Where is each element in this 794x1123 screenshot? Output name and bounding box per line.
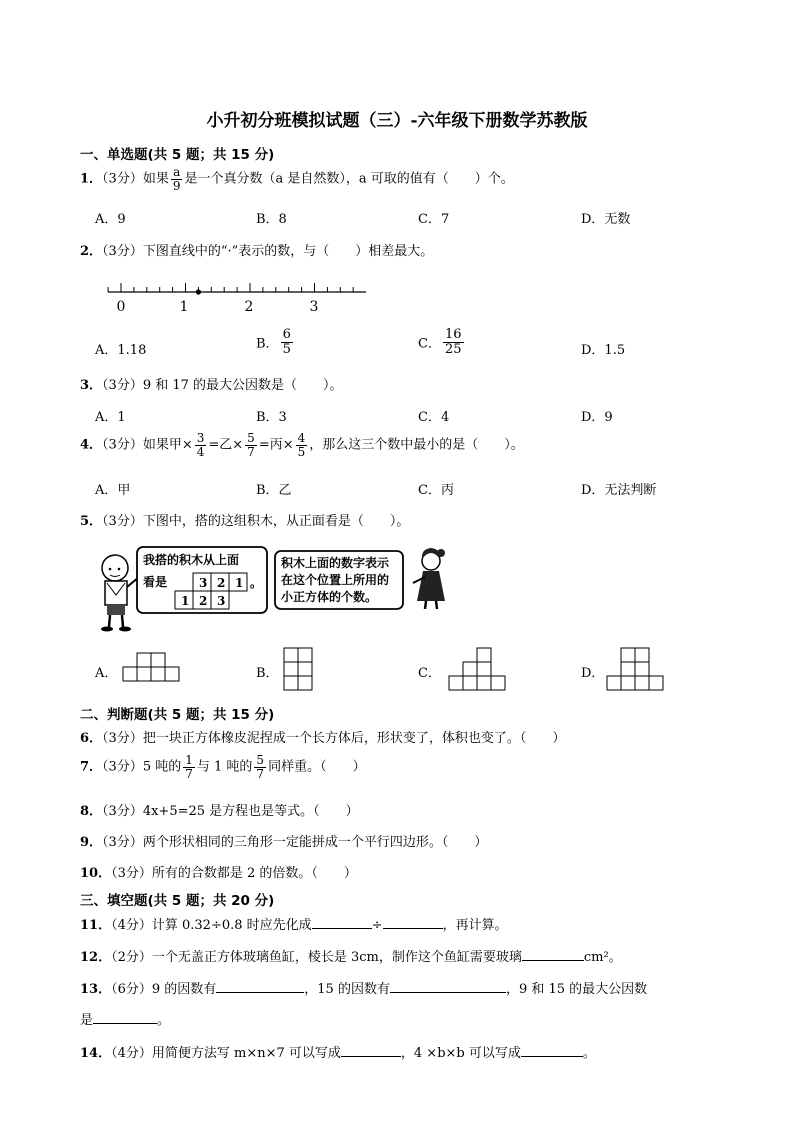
question-13: 13．（6分）9 的因数有 ，15 的因数有 ，9 和 15 的最大公因数 xyxy=(80,982,648,997)
question-6 xyxy=(80,727,565,746)
question-number: 7． xyxy=(80,759,103,775)
fraction: $\frac{1}{7}$ xyxy=(185,753,193,781)
question-number: 13． xyxy=(80,982,112,997)
option-a-figure xyxy=(122,652,184,682)
bubble-text: 看是 xyxy=(143,575,168,589)
question-10 xyxy=(80,862,357,881)
fraction: $\frac{4}{5}$ xyxy=(297,431,306,459)
question-score: （4分） xyxy=(111,1046,152,1061)
question-4: 4．（3分）如果甲× $\frac{3}{4}$ =乙× $\frac{5}{7}$ =丙× $\frac{4}{5}$ ，那么这三个数中最小的是（ ）。 xyxy=(80,431,524,459)
question-8 xyxy=(80,800,359,819)
fraction: $\frac{5}{7}$ xyxy=(256,753,265,781)
tick-label: 2 xyxy=(244,299,254,314)
option-c[interactable]: C． xyxy=(418,666,441,681)
section-heading-true-false: 二、判断题(共 5 题；共 15 分) xyxy=(80,707,275,723)
tick-label: 1 xyxy=(179,299,189,314)
bubble-text: 小正方体的个数。 xyxy=(281,590,378,604)
question-number: 3． xyxy=(80,378,103,393)
bubble-text: 我搭的积木从上面 xyxy=(143,553,240,567)
fraction: $\frac{16}{25}$ xyxy=(444,327,462,357)
answer-blank[interactable] xyxy=(390,980,506,993)
question-number: 12． xyxy=(80,950,112,965)
question-9 xyxy=(80,831,487,850)
question-score: （3分） xyxy=(102,804,143,819)
option-c[interactable]: C． $\frac{16}{25}$ xyxy=(418,327,462,357)
svg-text:1: 1 xyxy=(235,576,244,590)
fraction: $\frac{6}{5}$ xyxy=(282,327,291,357)
option-b[interactable]: B．8 xyxy=(256,212,287,227)
section-heading-single-choice: 一、单选题(共 5 题；共 15 分) xyxy=(80,147,275,163)
question-2 xyxy=(80,240,433,259)
answer-blank[interactable] xyxy=(521,1044,583,1057)
question-3 xyxy=(80,374,343,393)
svg-text:1: 1 xyxy=(181,594,190,608)
tick-label: 3 xyxy=(309,299,319,314)
answer-blank[interactable] xyxy=(341,1044,401,1057)
option-b-figure xyxy=(283,647,315,693)
option-c[interactable]: C．4 xyxy=(418,410,450,425)
svg-text:。: 。 xyxy=(250,576,263,590)
svg-text:2: 2 xyxy=(217,576,226,590)
question-5 xyxy=(80,510,409,529)
answer-blank[interactable] xyxy=(522,948,584,961)
question-number: 5． xyxy=(80,514,103,529)
question-number: 9． xyxy=(80,835,103,850)
question-score: （3分） xyxy=(102,759,143,775)
option-d[interactable]: D．9 xyxy=(581,410,613,425)
question-text: 下图直线中的“·”表示的数，与（ ）相差最大。 xyxy=(142,244,434,259)
option-b[interactable]: B．3 xyxy=(256,410,287,425)
question-13-line2: 是 。 xyxy=(80,1013,171,1028)
option-d[interactable]: D．无法判断 xyxy=(581,483,657,498)
question-number: 10． xyxy=(80,866,112,881)
option-b[interactable]: B． xyxy=(256,666,279,681)
question-1 xyxy=(80,166,514,192)
page-title: 小升初分班模拟试题（三）-六年级下册数学苏教版 xyxy=(206,111,588,131)
question-score: （6分） xyxy=(111,982,152,997)
option-a[interactable]: A．1.18 xyxy=(95,343,147,358)
svg-text:3: 3 xyxy=(217,594,226,608)
question-text: 如果甲× xyxy=(142,437,193,453)
section-heading-fill-in: 三、填空题(共 5 题；共 20 分) xyxy=(80,893,275,909)
answer-blank[interactable] xyxy=(216,980,304,993)
svg-text:3: 3 xyxy=(199,576,208,590)
question-score: （3分） xyxy=(102,835,143,850)
option-d[interactable]: D． xyxy=(581,666,605,681)
fraction: $\frac{3}{4}$ xyxy=(196,431,205,459)
girl-figure xyxy=(413,548,445,609)
question-score: （2分） xyxy=(111,950,152,965)
question-text: 所有的合数都是 2 的倍数。（ ） xyxy=(151,866,357,881)
question-text: 两个形状相同的三角形一定能拼成一个平行四边形。（ ） xyxy=(142,835,488,850)
question-number: 4． xyxy=(80,437,103,453)
option-a[interactable]: A．1 xyxy=(95,410,126,425)
option-d[interactable]: D．无数 xyxy=(581,212,631,227)
boy-figure xyxy=(101,554,139,631)
question-11: 11．（4分）计算 0.32÷0.8 时应先化成 ÷ ，再计算。 xyxy=(80,918,508,933)
option-c[interactable]: C．丙 xyxy=(418,483,454,498)
question-score: （3分） xyxy=(102,378,143,393)
building-blocks-illustration xyxy=(95,543,455,633)
question-score: （3分） xyxy=(111,866,152,881)
option-a[interactable]: A．甲 xyxy=(95,483,131,498)
tick-label: 0 xyxy=(116,299,126,314)
option-a[interactable]: A．9 xyxy=(95,212,126,227)
fraction: $\frac{5}{7}$ xyxy=(247,431,255,459)
question-text: 4x+5=25 是方程也是等式。（ ） xyxy=(142,804,359,819)
question-12: 12．（2分）一个无盖正方体玻璃鱼缸，棱长是 3cm，制作这个鱼缸需要玻璃 cm²。 xyxy=(80,950,622,965)
option-d[interactable]: D．1.5 xyxy=(581,343,626,358)
option-b[interactable]: B．乙 xyxy=(256,483,292,498)
question-text: 9 和 17 的最大公因数是（ ）。 xyxy=(142,378,343,393)
answer-blank[interactable] xyxy=(93,1011,157,1024)
bubble-text: 积木上面的数字表示 xyxy=(281,556,390,570)
answer-blank[interactable] xyxy=(312,916,372,929)
question-number: 11． xyxy=(80,918,112,933)
question-number: 8． xyxy=(80,804,103,819)
question-text: 是一个真分数（a 是自然数），a 可取的值有（ ）个。 xyxy=(184,171,514,187)
question-text: 把一块正方体橡皮泥捏成一个长方体后，形状变了，体积也变了。（ ） xyxy=(142,731,566,746)
question-score: （3分） xyxy=(102,244,143,259)
question-score: （3分） xyxy=(102,171,143,187)
question-number: 1． xyxy=(80,171,103,187)
question-14: 14．（4分）用简便方法写 m×n×7 可以写成 ，4 ×b×b 可以写成 。 xyxy=(80,1046,596,1061)
option-c-figure xyxy=(448,647,510,691)
question-7: 7．（3分）5 吨的 $\frac{1}{7}$ 与 1 吨的 $\frac{5}{7}$ 同样重。（ ） xyxy=(80,753,366,781)
question-text: 下图中，搭的这组积木，从正面看是（ ）。 xyxy=(142,514,410,529)
question-number: 6． xyxy=(80,731,103,746)
question-score: （3分） xyxy=(102,514,143,529)
question-text: 如果 xyxy=(142,171,169,187)
question-number: 14． xyxy=(80,1046,112,1061)
question-score: （3分） xyxy=(102,731,143,746)
option-d-figure xyxy=(606,647,666,693)
option-b[interactable]: B． $\frac{6}{5}$ xyxy=(256,327,291,357)
number-line-dot xyxy=(196,289,201,294)
question-number: 2． xyxy=(80,244,103,259)
question-score: （4分） xyxy=(111,918,152,933)
answer-blank[interactable] xyxy=(383,916,443,929)
svg-text:2: 2 xyxy=(199,594,208,608)
number-line xyxy=(100,278,375,314)
fraction: $\frac{a}{9}$ xyxy=(172,165,181,193)
option-c[interactable]: C．7 xyxy=(418,212,450,227)
question-score: （3分） xyxy=(102,437,143,453)
option-a[interactable]: A． xyxy=(95,666,118,681)
bubble-text: 在这个位置上所用的 xyxy=(281,573,390,587)
